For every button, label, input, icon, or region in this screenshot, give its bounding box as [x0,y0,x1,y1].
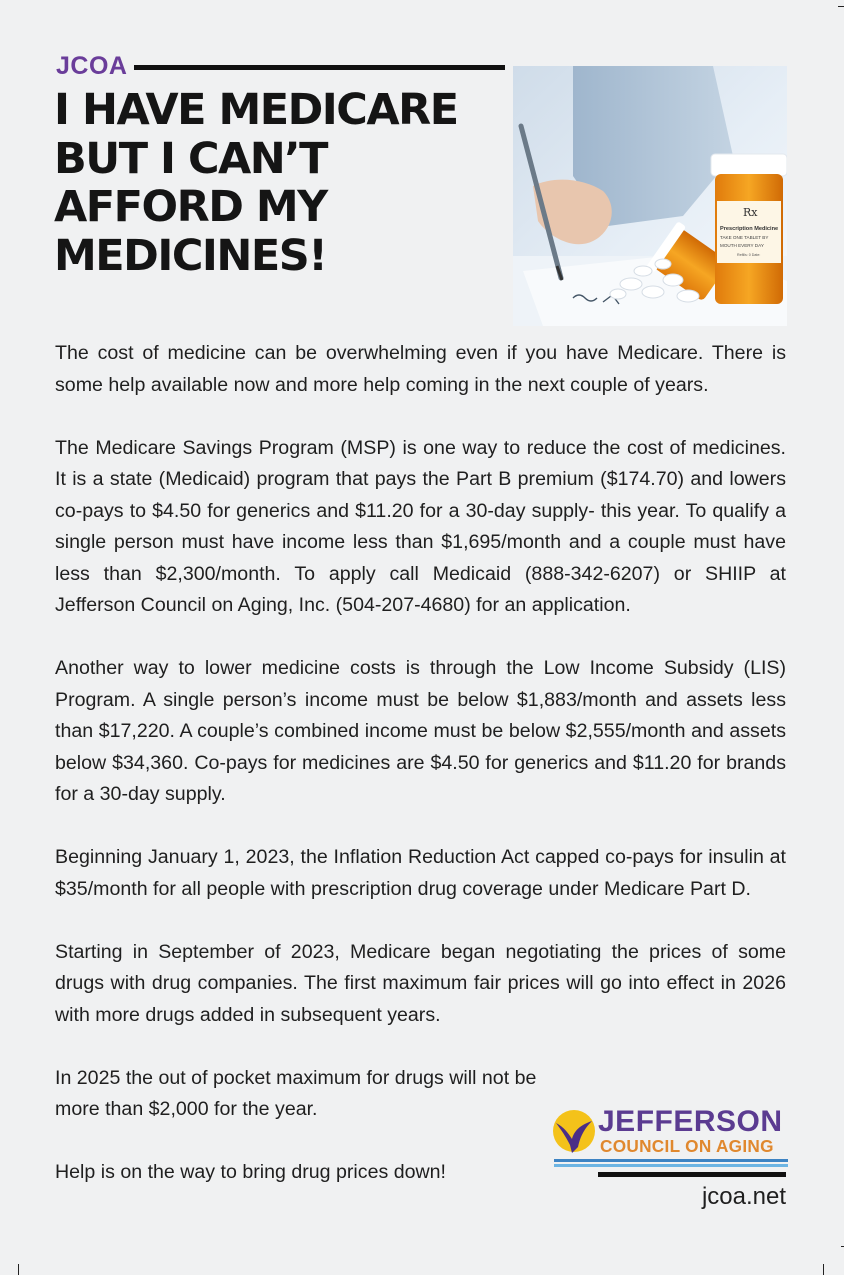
paragraph: Help is on the way to bring drug prices down! [55,1161,446,1183]
article-body [55,338,786,1189]
prescription-bottle-photo [513,66,787,326]
paragraph: The cost of medicine can be overwhelming even if you have Medicare. There is some help available now and more help coming in the next couple of years. [55,342,786,396]
footer-rule [598,1172,786,1177]
paragraph: The Medicare Savings Program (MSP) is one way to reduce the cost of medicines. It is a state (Medicaid) program that pays the Part B premium ($174.70) and lowers co-pays to $4.50 for generics and $11.20 for a 30-day supply- this year. To qualify a single person must have income less than $1,695/month and a couple must have less than $2,300/month. To apply call Medicaid (888-342-6207) or SHIIP at Jefferson Council on Aging, Inc. (504-207-4680) for an application. [55,436,786,616]
paragraph: Starting in September of 2023, Medicare began negotiating the prices of some drugs with drug companies. The first maximum fair prices will go into effect in 2026 with more drugs added in subsequent years. [55,940,786,1026]
title-line: I HAVE MEDICARE [54,85,458,135]
bird-emblem-icon [552,1109,596,1155]
logo-band [554,1164,788,1167]
kicker-label: JCOA [56,52,128,80]
label-line: MOUTH EVERY DAY [720,243,764,248]
paragraph: Another way to lower medicine costs is through the Low Income Subsidy (LIS) Program. A single person’s income must be below $1,883/month and assets less than $17,220. A couple’s combined income must be below $2,555/month and assets below $34,360. Co-pays for medicines are $4.50 for generics and $11.20 for brands for a 30-day supply. [55,657,786,805]
rx-label: Rx [743,206,758,219]
label-line: TAKE ONE TABLET BY [720,235,769,240]
jefferson-council-logo [552,1106,788,1166]
label-title: Prescription Medicine [720,226,779,232]
paragraph: In 2025 the out of pocket maximum for drugs will not be more than $2,000 for the year. [55,1066,537,1120]
crop-mark-bottom-right [823,1264,824,1275]
logo-subtitle: COUNCIL ON AGING [600,1136,774,1156]
kicker-rule [134,65,505,70]
logo-name: JEFFERSON [598,1105,783,1138]
title-line: AFFORD MY [54,182,327,232]
website-link[interactable]: jcoa.net [701,1183,786,1210]
logo-band [554,1159,788,1162]
page-title [54,86,494,280]
title-line: BUT I CAN’T [54,133,327,184]
paragraph: Beginning January 1, 2023, the Inflation Reduction Act capped co-pays for insulin at $35/month for all people with prescription drug coverage under Medicare Part D. [55,846,786,900]
label-line: Refills: 0 Date: [737,253,761,257]
title-line: MEDICINES! [54,230,327,281]
crop-mark-bottom-left [18,1264,19,1275]
crop-mark-top-right [838,6,844,7]
